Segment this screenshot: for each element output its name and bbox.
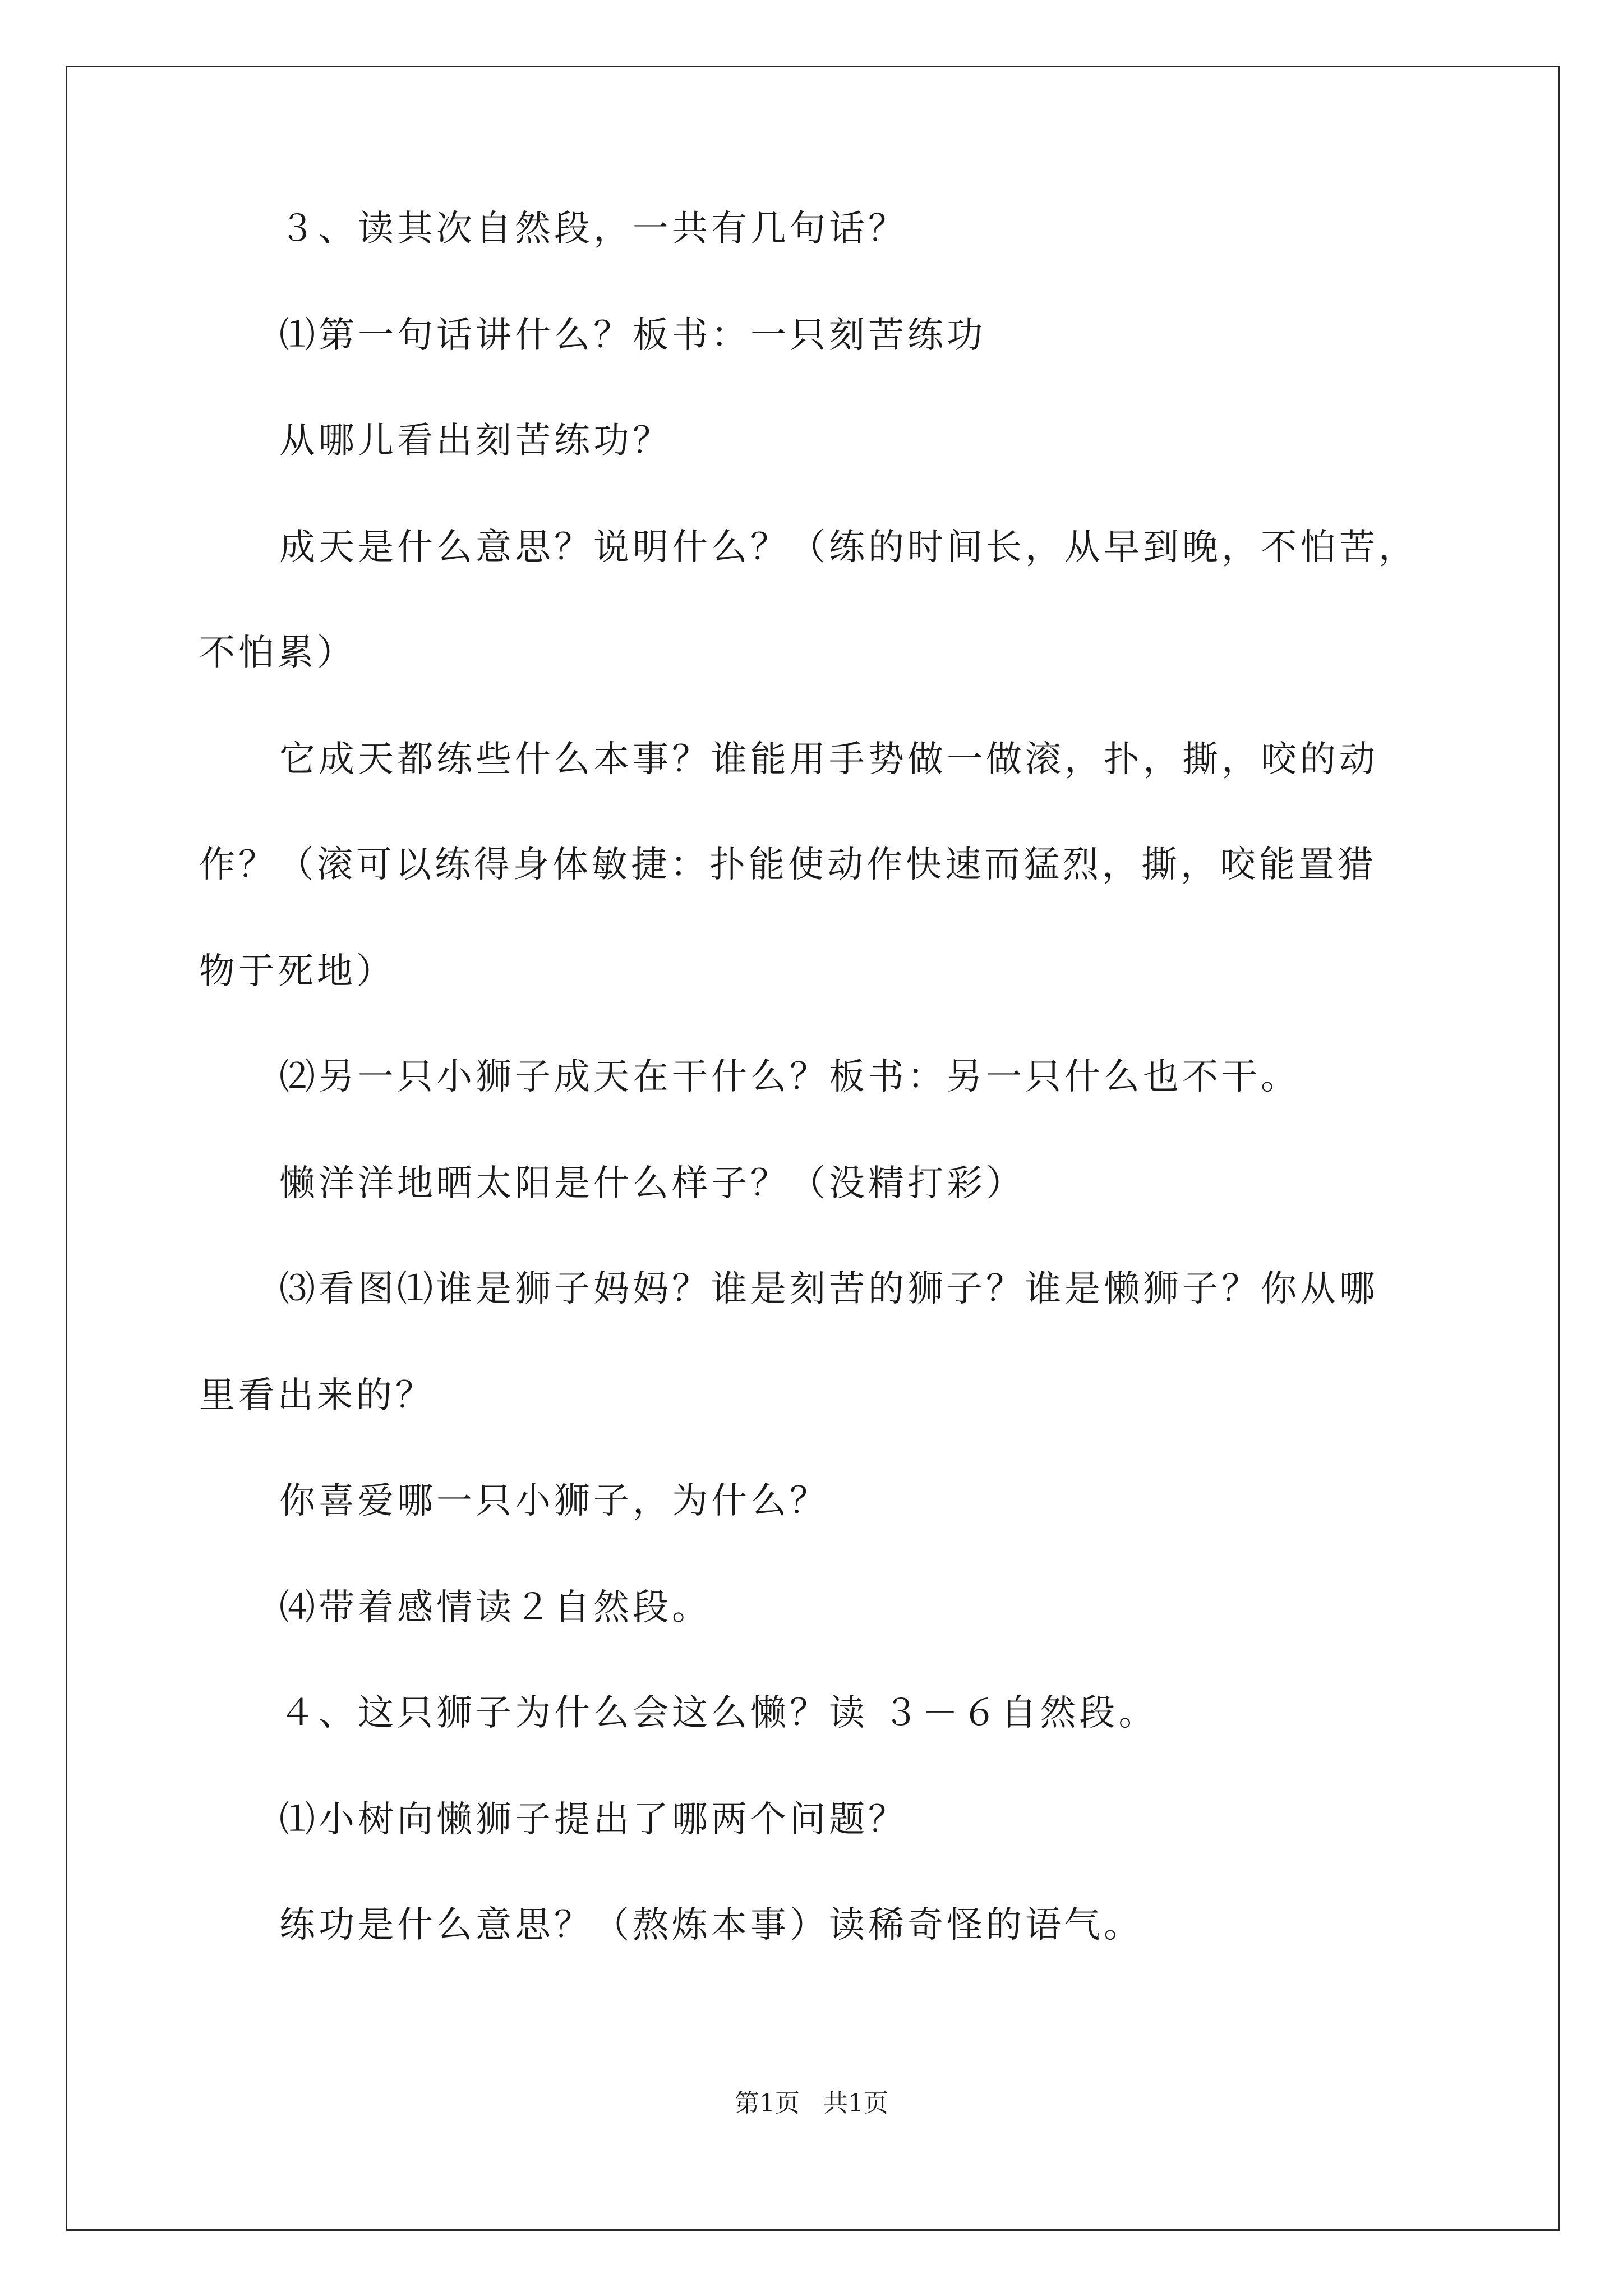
- paragraph-line: 里看出来的？: [199, 1375, 435, 1416]
- paragraph-line: 不怕累）: [199, 632, 356, 674]
- paragraph-line: ⑴小树向懒狮子提出了哪两个问题？: [279, 1799, 907, 1841]
- paragraph-line: 练功是什么意思？（熬炼本事）读稀奇怪的语气。: [279, 1904, 1143, 1946]
- paragraph-line: 它成天都练些什么本事？谁能用手势做一做滚，扑，撕，咬的动: [279, 739, 1378, 780]
- paragraph-line: ⑴第一句话讲什么？板书：一只刻苦练功: [279, 315, 986, 356]
- page-footer: 第1页 共1页: [735, 2089, 888, 2118]
- paragraph-line: 懒洋洋地晒太阳是什么样子？（没精打彩）: [279, 1163, 1025, 1204]
- paragraph-line: 作？（滚可以练得身体敏捷：扑能使动作快速而猛烈，撕，咬能置猎: [199, 844, 1377, 886]
- paragraph-line: ⑶看图⑴谁是狮子妈妈？谁是刻苦的狮子？谁是懒狮子？你从哪: [279, 1268, 1378, 1310]
- paragraph-line: 从哪儿看出刻苦练功？: [279, 420, 672, 462]
- paragraph-line: 成天是什么意思？说明什么？（练的时间长，从早到晚，不怕苦，: [279, 527, 1418, 568]
- paragraph-line: ⑷带着感情读２自然段。: [279, 1587, 711, 1628]
- paragraph-line: ⑵另一只小狮子成天在干什么？板书：另一只什么也不干。: [279, 1056, 1300, 1098]
- paragraph-line: 你喜爱哪一只小狮子，为什么？: [279, 1480, 829, 1522]
- paragraph-line: ３、读其次自然段，一共有几句话？: [279, 208, 907, 250]
- paragraph-line: ４、这只狮子为什么会这么懒？读 ３－６自然段。: [279, 1692, 1158, 1734]
- paragraph-line: 物于死地）: [199, 951, 395, 992]
